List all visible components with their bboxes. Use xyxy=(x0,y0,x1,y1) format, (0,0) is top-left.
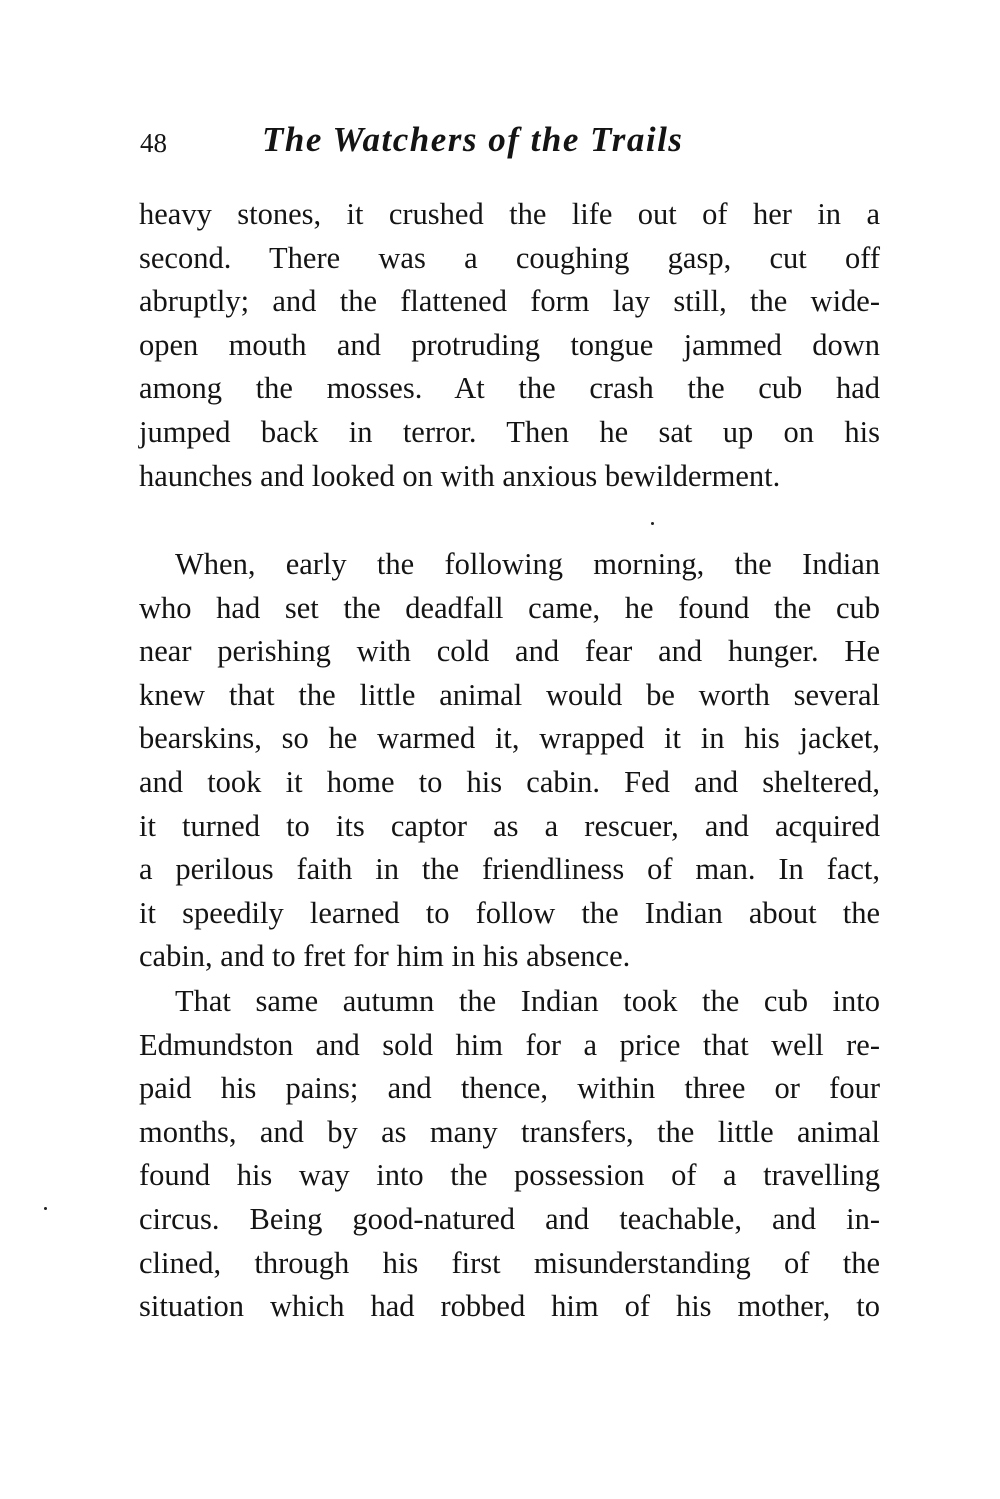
text-line: knew that the little animal would be worth several xyxy=(139,677,880,712)
text-line: among the mosses. At the crash the cub had xyxy=(139,371,880,406)
text-line: near perishing with cold and fear and hunger. He xyxy=(139,634,880,669)
text-line: When, early the following morning, the Indian xyxy=(175,547,880,581)
text-line: open mouth and protruding tongue jammed down xyxy=(139,327,880,362)
ink-speck xyxy=(44,1207,47,1210)
text-line: abruptly; and the flattened form lay still, the wide- xyxy=(139,284,880,319)
text-line: it speedily learned to follow the Indian about the xyxy=(139,895,880,930)
page-number: 48 xyxy=(140,128,167,158)
paragraph-2 xyxy=(139,543,880,979)
text-line: paid his pains; and thence, within three or four xyxy=(139,1071,880,1106)
text-line: heavy stones, it crushed the life out of her in a xyxy=(139,197,880,231)
text-line: cabin, and to fret for him in his absence. xyxy=(139,939,631,974)
text-line: a perilous faith in the friendliness of man. In fact, xyxy=(139,852,880,887)
text-line: circus. Being good-natured and teachable, and in- xyxy=(139,1201,880,1236)
text-line: and took it home to his cabin. Fed and sheltered, xyxy=(139,764,880,799)
paragraph-3 xyxy=(139,980,880,1329)
text-line: jumped back in terror. Then he sat up on his xyxy=(139,414,880,449)
ink-speck xyxy=(651,522,654,525)
text-line: clined, through his first misunderstanding of the xyxy=(139,1245,880,1280)
text-line: second. There was a coughing gasp, cut off xyxy=(139,240,880,275)
text-line: months, and by as many transfers, the little animal xyxy=(139,1114,880,1149)
text-line: it turned to its captor as a rescuer, and acquired xyxy=(139,808,880,843)
text-line: found his way into the possession of a travelling xyxy=(139,1158,880,1193)
text-line: situation which had robbed him of his mother, to xyxy=(139,1289,880,1324)
running-head-title: The Watchers of the Trails xyxy=(262,120,684,159)
text-line: who had set the deadfall came, he found the cub xyxy=(139,590,880,625)
text-line: That same autumn the Indian took the cub into xyxy=(175,984,880,1018)
paragraph-1 xyxy=(139,193,880,498)
text-line: bearskins, so he warmed it, wrapped it in his jacket, xyxy=(139,721,880,756)
text-line: haunches and looked on with anxious bewilderment. xyxy=(139,458,781,493)
text-line: Edmundston and sold him for a price that well re- xyxy=(139,1027,880,1062)
